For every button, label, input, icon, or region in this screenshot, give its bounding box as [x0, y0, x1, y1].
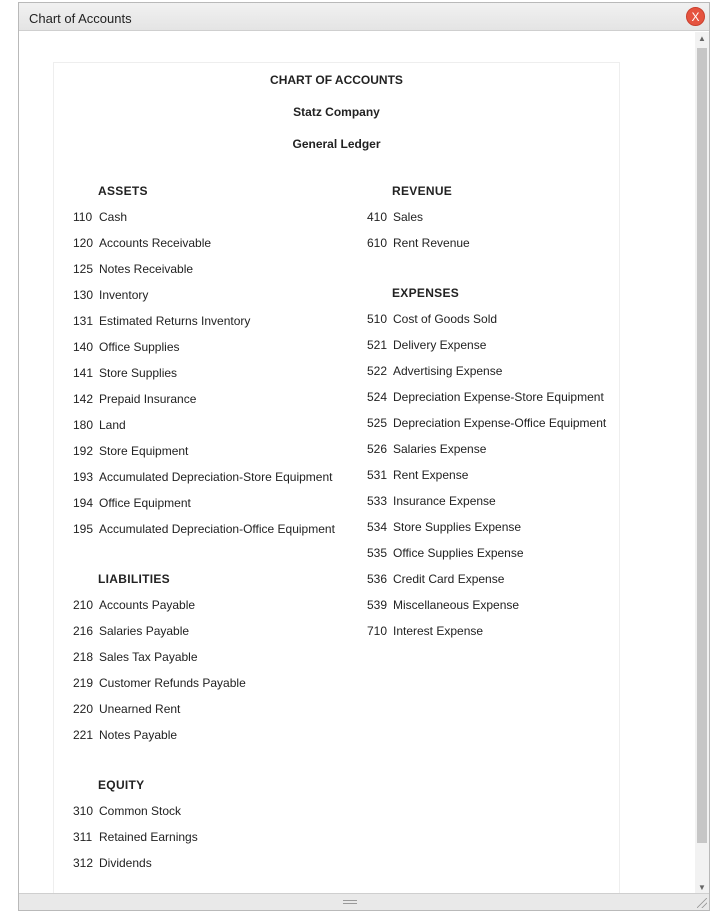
account-row — [73, 856, 152, 870]
account-number: 531 — [367, 468, 388, 482]
account-number: 410 — [367, 210, 388, 224]
account-name: Accounts Payable — [99, 598, 196, 612]
account-name: Estimated Returns Inventory — [99, 314, 251, 328]
dialog-content — [19, 32, 696, 895]
account-name: Store Supplies Expense — [393, 520, 522, 534]
account-row — [73, 314, 250, 328]
account-row — [73, 470, 332, 484]
account-number: 216 — [73, 624, 94, 638]
account-name: Office Supplies — [99, 340, 180, 354]
account-number: 194 — [73, 496, 94, 510]
account-number: 536 — [367, 572, 388, 586]
account-number: 539 — [367, 598, 388, 612]
account-row — [73, 598, 195, 612]
scrollbar-thumb[interactable] — [697, 48, 707, 843]
drag-handle-icon[interactable] — [343, 900, 357, 904]
resize-grip-icon[interactable] — [697, 898, 707, 908]
account-row — [73, 702, 180, 716]
account-name: Retained Earnings — [99, 830, 198, 844]
account-row — [73, 288, 148, 302]
account-number: 610 — [367, 236, 388, 250]
account-name: Notes Payable — [99, 728, 178, 742]
account-number: 522 — [367, 364, 388, 378]
account-name: Advertising Expense — [393, 364, 503, 378]
account-name: Common Stock — [99, 804, 182, 818]
account-number: 533 — [367, 494, 388, 508]
account-name: Dividends — [99, 856, 152, 870]
account-row — [73, 522, 335, 536]
account-name: Depreciation Expense-Store Equipment — [393, 390, 604, 404]
chart-of-accounts-panel — [53, 62, 620, 895]
account-name: Salaries Payable — [99, 624, 190, 638]
account-name: Sales — [393, 210, 424, 224]
scroll-down-arrow-icon[interactable]: ▼ — [698, 883, 706, 892]
account-row — [367, 468, 468, 482]
account-name: Notes Receivable — [99, 262, 194, 276]
window-title: Chart of Accounts — [29, 11, 132, 26]
account-name: Credit Card Expense — [393, 572, 505, 586]
account-row — [73, 728, 177, 742]
account-name: Prepaid Insurance — [99, 392, 197, 406]
account-name: Customer Refunds Payable — [99, 676, 246, 690]
company-name: Statz Company — [293, 105, 380, 119]
account-number: 524 — [367, 390, 388, 404]
account-number: 534 — [367, 520, 388, 534]
revenue-heading: REVENUE — [392, 184, 453, 198]
account-row — [73, 804, 181, 818]
account-name: Interest Expense — [393, 624, 484, 638]
account-row — [73, 496, 191, 510]
account-row — [73, 236, 211, 250]
account-number: 218 — [73, 650, 94, 664]
account-row — [73, 444, 188, 458]
account-name: Land — [99, 418, 126, 432]
account-number: 526 — [367, 442, 388, 456]
account-number: 219 — [73, 676, 94, 690]
ledger-name: General Ledger — [292, 137, 381, 151]
account-row — [367, 546, 524, 560]
account-number: 110 — [73, 210, 93, 224]
account-number: 525 — [367, 416, 388, 430]
account-number: 311 — [73, 830, 93, 844]
account-number: 510 — [367, 312, 388, 326]
account-row — [73, 392, 196, 406]
account-row — [367, 572, 504, 586]
account-number: 195 — [73, 522, 94, 536]
account-row — [367, 210, 423, 224]
account-row — [73, 262, 193, 276]
account-name: Cost of Goods Sold — [393, 312, 498, 326]
account-row — [73, 830, 198, 844]
account-number: 312 — [73, 856, 94, 870]
account-number: 210 — [73, 598, 94, 612]
account-row — [367, 338, 486, 352]
account-row — [73, 624, 189, 638]
account-name: Inventory — [99, 288, 149, 302]
title-bar[interactable] — [19, 3, 709, 31]
account-number: 193 — [73, 470, 94, 484]
account-name: Rent Revenue — [393, 236, 470, 250]
account-number: 310 — [73, 804, 94, 818]
account-name: Accumulated Depreciation-Store Equipment — [99, 470, 333, 484]
account-row — [367, 390, 604, 404]
account-number: 125 — [73, 262, 94, 276]
account-name: Sales Tax Payable — [99, 650, 198, 664]
account-row — [367, 364, 502, 378]
dialog-footer — [19, 893, 709, 910]
account-number: 180 — [73, 418, 94, 432]
account-name: Office Supplies Expense — [393, 546, 524, 560]
account-row — [367, 624, 483, 638]
account-number: 142 — [73, 392, 94, 406]
account-row — [367, 416, 606, 430]
vertical-scrollbar[interactable] — [695, 32, 709, 895]
scroll-up-arrow-icon[interactable]: ▲ — [698, 34, 706, 43]
account-name: Salaries Expense — [393, 442, 487, 456]
chart-of-accounts-dialog — [18, 2, 710, 911]
account-number: 221 — [73, 728, 94, 742]
account-number: 120 — [73, 236, 94, 250]
account-number: 192 — [73, 444, 94, 458]
account-name: Delivery Expense — [393, 338, 487, 352]
account-name: Miscellaneous Expense — [393, 598, 520, 612]
expenses-heading: EXPENSES — [392, 286, 460, 300]
equity-heading: EQUITY — [98, 778, 145, 792]
account-name: Accumulated Depreciation-Office Equipment — [99, 522, 335, 536]
account-name: Insurance Expense — [393, 494, 496, 508]
account-number: 220 — [73, 702, 94, 716]
account-row — [367, 312, 497, 326]
assets-heading: ASSETS — [98, 184, 148, 198]
liabilities-heading: LIABILITIES — [98, 572, 170, 586]
account-number: 140 — [73, 340, 94, 354]
account-name: Rent Expense — [393, 468, 469, 482]
account-row — [73, 676, 246, 690]
account-row — [367, 598, 519, 612]
account-row — [73, 210, 127, 224]
account-row — [73, 650, 198, 664]
account-name: Depreciation Expense-Office Equipment — [393, 416, 607, 430]
account-name: Office Equipment — [99, 496, 191, 510]
account-number: 131 — [73, 314, 94, 328]
account-row — [73, 340, 180, 354]
account-row — [367, 236, 470, 250]
close-button[interactable]: X — [686, 7, 705, 26]
account-number: 535 — [367, 546, 388, 560]
account-row — [73, 418, 126, 432]
account-number: 130 — [73, 288, 94, 302]
page-title: CHART OF ACCOUNTS — [270, 73, 403, 87]
account-number: 710 — [367, 624, 388, 638]
account-name: Unearned Rent — [99, 702, 181, 716]
account-number: 141 — [73, 366, 94, 380]
account-name: Store Supplies — [99, 366, 178, 380]
account-row — [367, 494, 496, 508]
account-name: Store Equipment — [99, 444, 189, 458]
account-row — [367, 442, 486, 456]
account-number: 521 — [367, 338, 388, 352]
account-row — [367, 520, 521, 534]
account-name: Cash — [99, 210, 128, 224]
account-row — [73, 366, 177, 380]
account-name: Accounts Receivable — [99, 236, 212, 250]
